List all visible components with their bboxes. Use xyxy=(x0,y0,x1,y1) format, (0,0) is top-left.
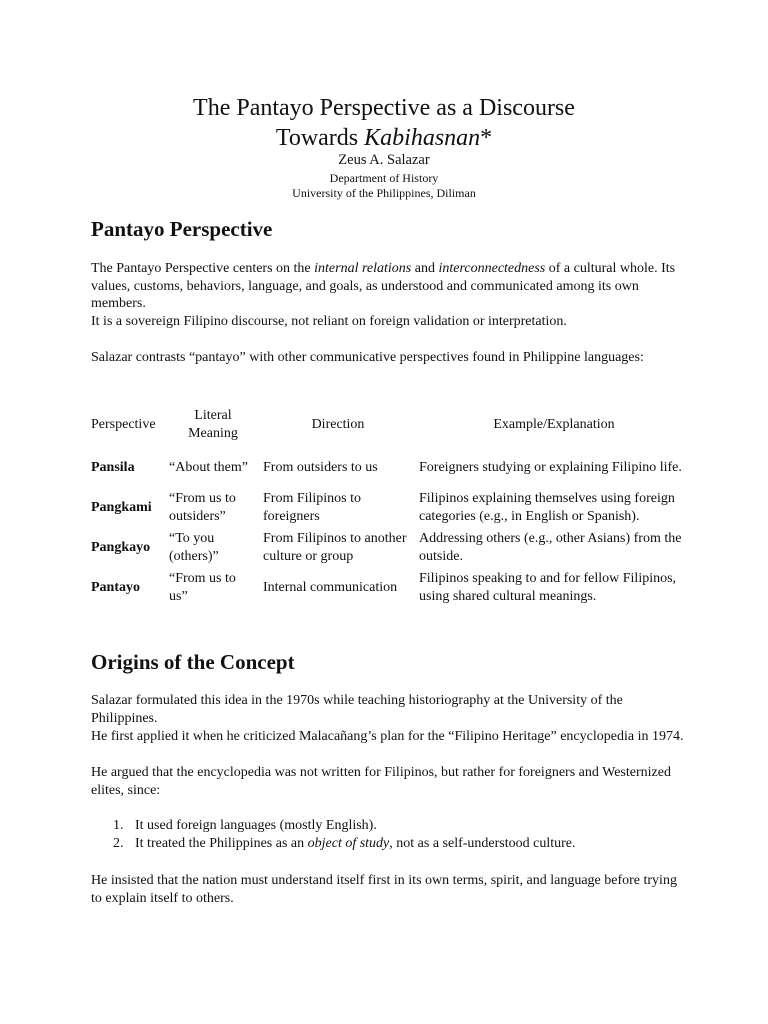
table-cell-meaning: “From us to outsiders” xyxy=(169,491,236,524)
title-asterisk: * xyxy=(480,125,493,151)
table-row xyxy=(88,528,692,568)
intro-paragraph xyxy=(91,260,691,313)
origins-paragraph-3: He argued that the encyclopedia was not written for Filipinos, but rather for foreigners and Westernized elites, since: xyxy=(91,765,671,798)
table-cell-explanation: Filipinos speaking to and for fellow Filipinos, using shared cultural meanings. xyxy=(419,571,677,604)
document-title-line1: The Pantayo Perspective as a Discourse xyxy=(193,95,575,121)
table-cell-perspective: Pangkami xyxy=(91,500,152,516)
section-heading-origins: Origins of the Concept xyxy=(91,650,295,674)
reasons-list xyxy=(91,817,576,852)
table-cell-explanation: Foreigners studying or explaining Filipino life. xyxy=(419,460,682,476)
table-cell-meaning: “To you (others)” xyxy=(169,531,219,564)
table-header-cell: Direction xyxy=(311,417,365,433)
intro-text-2: and xyxy=(411,261,439,276)
table-header-cell: Literal Meaning xyxy=(188,408,238,441)
table-row xyxy=(88,448,692,488)
conclusion-paragraph: He insisted that the nation must understand itself first in its own terms, spirit, and language before trying to explain itself to others. xyxy=(91,873,677,906)
table-cell-direction: Internal communication xyxy=(263,580,398,596)
author-department: Department of History xyxy=(329,171,439,185)
intro-italic-1: internal relations xyxy=(314,261,412,276)
table-header-row xyxy=(88,402,692,448)
list-item xyxy=(91,835,576,853)
intro-text-1: The Pantayo Perspective centers on the xyxy=(91,261,315,276)
table-cell-explanation: Filipinos explaining themselves using foreign categories (e.g., in English or Spanish). xyxy=(419,491,675,524)
table-header-cell: Perspective xyxy=(91,417,156,433)
origins-paragraph-1: Salazar formulated this idea in the 1970s while teaching historiography at the University of the Philippines. xyxy=(91,693,623,726)
table-header-cell: Example/Explanation xyxy=(493,417,615,433)
author-name: Zeus A. Salazar xyxy=(338,152,430,168)
table-cell-direction: From Filipinos to foreigners xyxy=(263,491,362,524)
document-title-line2 xyxy=(0,124,768,153)
table-cell-perspective: Pantayo xyxy=(91,580,140,596)
origins-paragraph-2: He first applied it when he criticized Malacañang’s plan for the “Filipino Heritage” encyclopedia in 1974. xyxy=(91,729,684,744)
section-heading-pantayo: Pantayo Perspective xyxy=(91,217,273,241)
list-item-text: It treated the Philippines as an xyxy=(135,835,308,851)
perspective-table xyxy=(88,402,692,608)
intro-text-3: of a cultural whole. Its values, customs, behaviors, language, and goals, as understood and communicated among its own members. xyxy=(91,261,676,312)
list-item-text-end: , not as a self-understood culture. xyxy=(389,835,576,851)
title-italic-word: Kabihasnan xyxy=(364,125,481,151)
sovereign-paragraph: It is a sovereign Filipino discourse, not reliant on foreign validation or interpretation. xyxy=(91,314,567,329)
contrast-paragraph: Salazar contrasts “pantayo” with other communicative perspectives found in Philippine languages: xyxy=(91,350,644,365)
list-item-number: 2. xyxy=(113,835,124,851)
table-cell-perspective: Pansila xyxy=(91,460,135,476)
table-cell-explanation: Addressing others (e.g., other Asians) from the outside. xyxy=(419,531,682,564)
list-item-text: It used foreign languages (mostly English). xyxy=(135,818,377,833)
author-university: University of the Philippines, Diliman xyxy=(292,186,476,200)
table-cell-direction: From Filipinos to another culture or group xyxy=(263,531,407,564)
table-cell-direction: From outsiders to us xyxy=(263,460,378,476)
table-cell-meaning: “About them” xyxy=(169,460,248,476)
list-item xyxy=(91,817,576,835)
table-cell-perspective: Pangkayo xyxy=(91,540,151,556)
table-cell-meaning: “From us to us” xyxy=(169,571,236,604)
table-row xyxy=(88,568,692,608)
intro-italic-2: interconnectedness xyxy=(438,261,546,276)
list-item-number: 1. xyxy=(113,818,124,833)
table-row xyxy=(88,488,692,528)
title-prefix: Towards xyxy=(275,125,365,151)
list-item-italic: object of study xyxy=(307,835,390,851)
